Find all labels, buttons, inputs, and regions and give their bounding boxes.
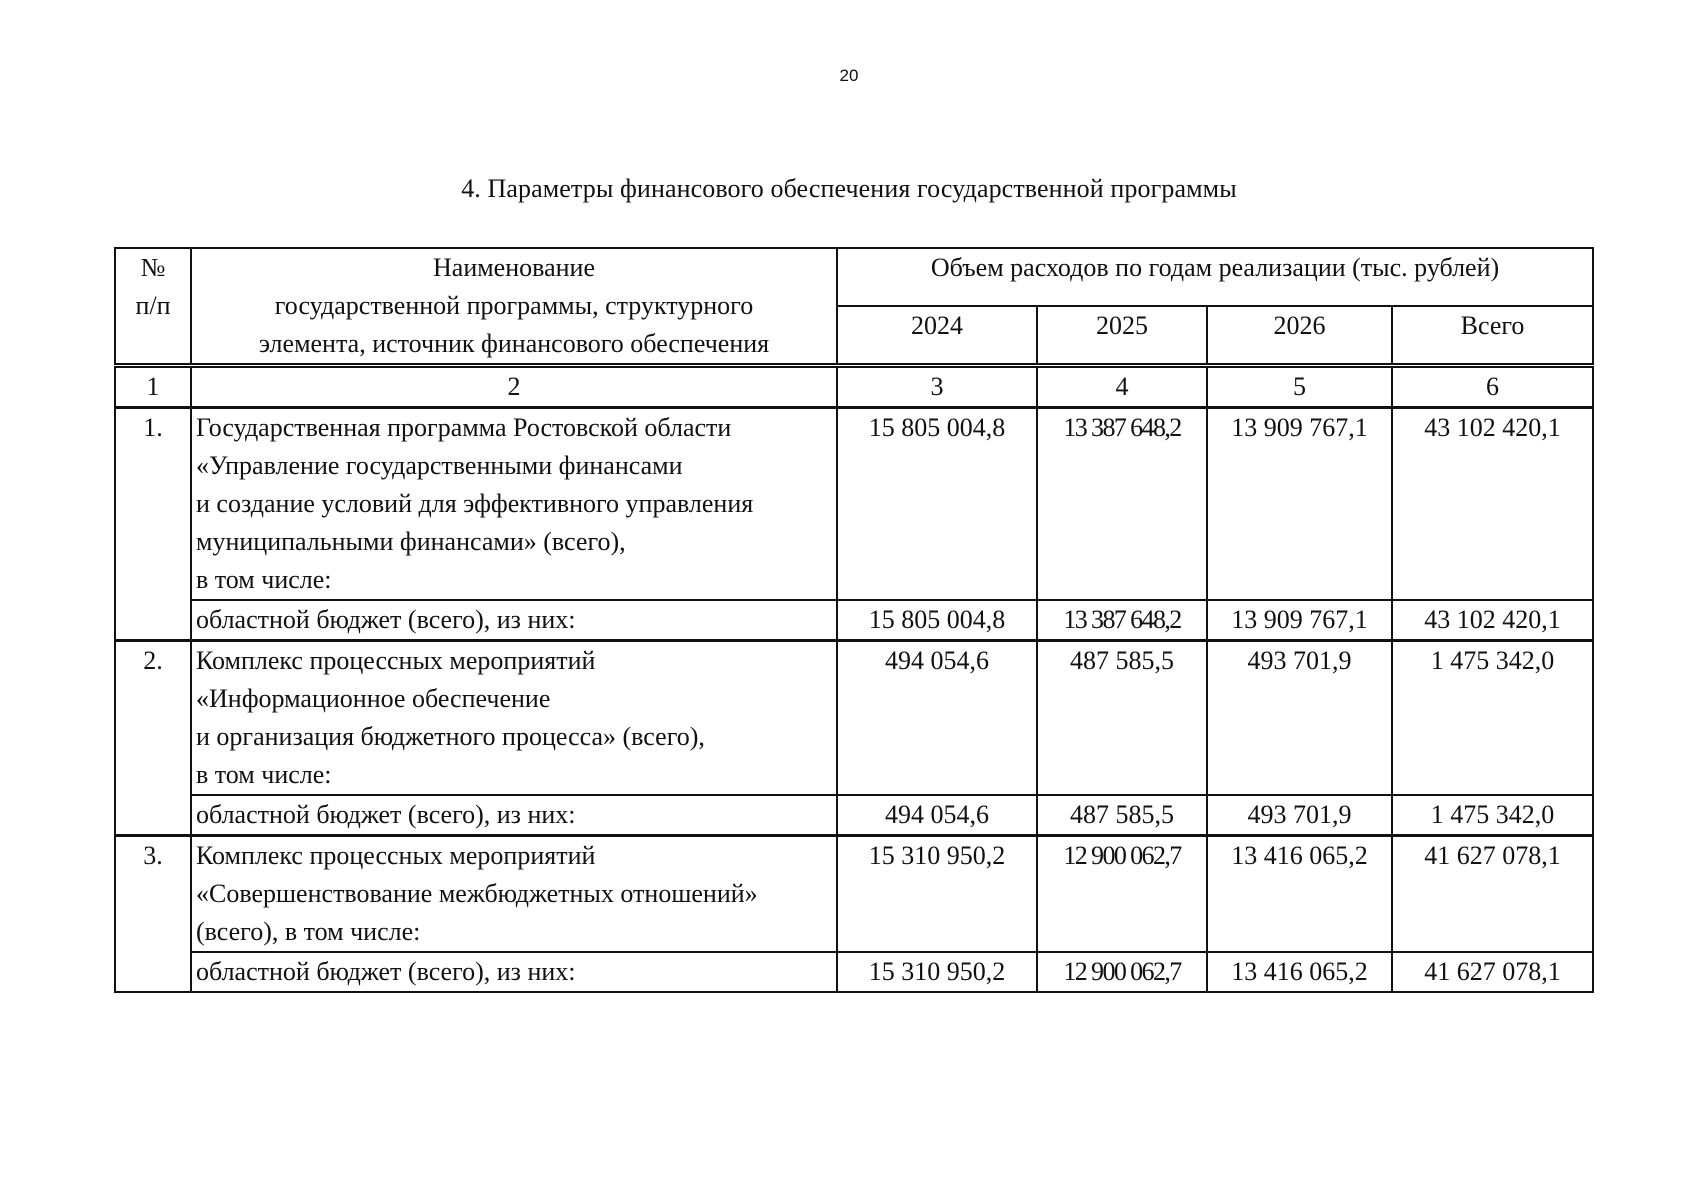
column-number: 2 [191,366,837,408]
value-2026: 493 701,9 [1207,641,1392,796]
table-subrow [115,600,1593,641]
column-number: 3 [837,366,1037,408]
column-number: 6 [1392,366,1593,408]
column-number: 4 [1037,366,1207,408]
column-number: 1 [115,366,191,408]
sub-value-2025: 12 900 062,7 [1037,952,1207,992]
value-2026: 13 416 065,2 [1207,836,1392,953]
value-2024: 494 054,6 [837,641,1037,796]
header-name-cell: Наименование государственной программы, структурного элемента, источник финансового обеспечения [191,248,837,366]
column-number: 5 [1207,366,1392,408]
sub-value-2026: 13 416 065,2 [1207,952,1392,992]
financing-table [114,247,1594,993]
header-total: Всего [1392,306,1593,366]
value-2025: 12 900 062,7 [1037,836,1207,953]
sub-value-2024: 15 805 004,8 [837,600,1037,641]
value-total: 43 102 420,1 [1392,408,1593,601]
row-name: Комплекс процессных мероприятий «Совершенствование межбюджетных отношений» (всего), в том числе: [191,836,837,953]
page-number: 20 [839,66,859,85]
row-name: Государственная программа Ростовской области «Управление государственными финансами и создание условий для эффективного управления муниципальными финансами» (всего), в том числе: [191,408,837,601]
sub-value-total: 1 475 342,0 [1392,795,1593,836]
sub-value-2025: 487 585,5 [1037,795,1207,836]
sub-value-2025: 13 387 648,2 [1037,600,1207,641]
subrow-name: областной бюджет (всего), из них: [191,795,837,836]
row-number: 1. [115,408,191,641]
section-title: 4. Параметры финансового обеспечения государственной программы [461,174,1237,203]
value-2024: 15 310 950,2 [837,836,1037,953]
table-row [115,641,1593,796]
sub-value-2024: 15 310 950,2 [837,952,1037,992]
header-year-2026: 2026 [1207,306,1392,366]
value-total: 41 627 078,1 [1392,836,1593,953]
value-2025: 487 585,5 [1037,641,1207,796]
table-row [115,836,1593,953]
sub-value-2024: 494 054,6 [837,795,1037,836]
value-2025: 13 387 648,2 [1037,408,1207,601]
sub-value-total: 43 102 420,1 [1392,600,1593,641]
value-2026: 13 909 767,1 [1207,408,1392,601]
column-number-row [115,366,1593,408]
table-row [115,408,1593,601]
subrow-name: областной бюджет (всего), из них: [191,952,837,992]
sub-value-2026: 493 701,9 [1207,795,1392,836]
header-year-2025: 2025 [1037,306,1207,366]
header-volume-cell: Объем расходов по годам реализации (тыс. рублей) [837,248,1593,306]
row-number: 3. [115,836,191,993]
table-subrow [115,952,1593,992]
row-name: Комплекс процессных мероприятий «Информационное обеспечение и организация бюджетного процесса» (всего), в том числе: [191,641,837,796]
table-subrow [115,795,1593,836]
sub-value-total: 41 627 078,1 [1392,952,1593,992]
subrow-name: областной бюджет (всего), из них: [191,600,837,641]
header-number-cell: № п/п [115,248,191,366]
sub-value-2026: 13 909 767,1 [1207,600,1392,641]
value-2024: 15 805 004,8 [837,408,1037,601]
header-year-2024: 2024 [837,306,1037,366]
value-total: 1 475 342,0 [1392,641,1593,796]
row-number: 2. [115,641,191,836]
header-row [115,248,1593,306]
